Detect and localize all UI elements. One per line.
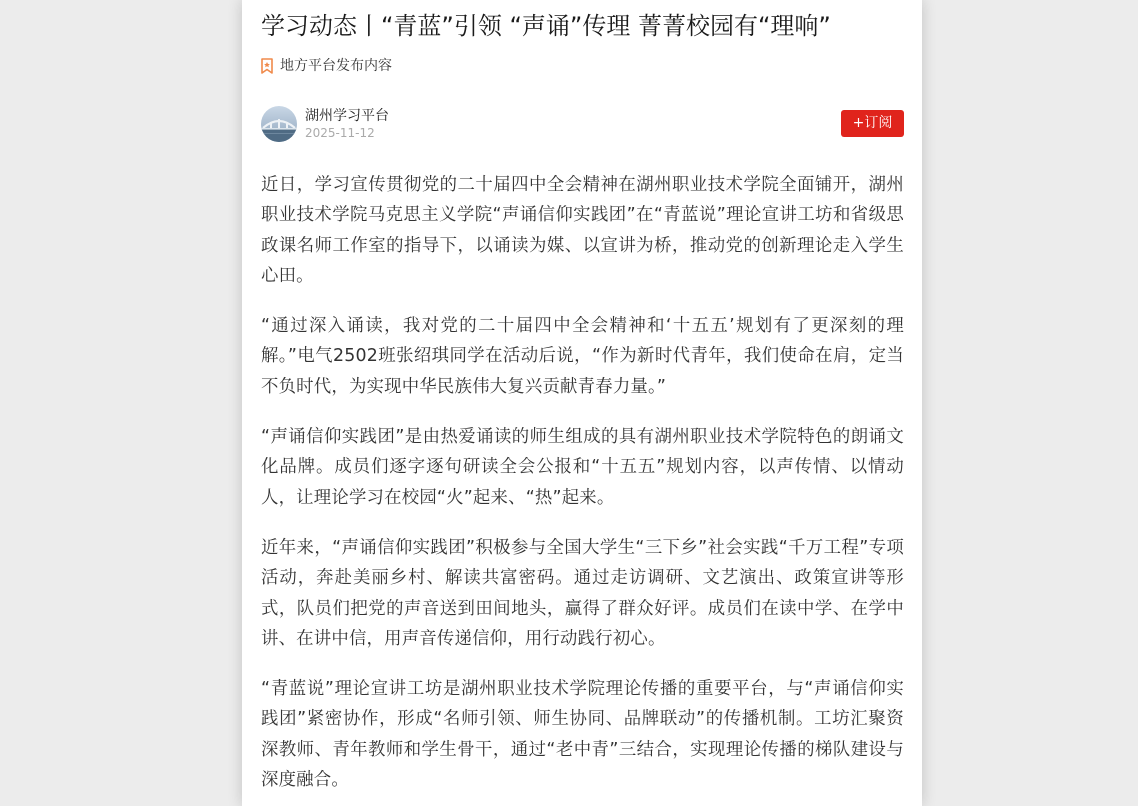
article-title: 学习动态丨“青蓝”引领 “声诵”传理 菁菁校园有“理响” [261,12,831,40]
author-avatar[interactable] [261,106,297,142]
author-row [261,104,904,144]
article-paragraph: “声诵信仰实践团”是由热爱诵读的师生组成的具有湖州职业技术学院特色的朗诵文化品牌。成员们逐字逐句研读全会公报和“十五五”规划内容，以声传情、以情动人，让理论学习在校园“火”起来、“热”起来。 [261,427,904,508]
publish-date: 2025-11-12 [305,126,375,140]
source-tag-label: 地方平台发布内容 [280,58,392,74]
author-name[interactable]: 湖州学习平台 [305,108,389,124]
article-paragraph: 近日，学习宣传贯彻党的二十届四中全会精神在湖州职业技术学院全面铺开，湖州职业技术学院马克思主义学院“声诵信仰实践团”在“青蓝说”理论宣讲工坊和省级思政课名师工作室的指导下，以诵读为媒、以宣讲为桥，推动党的创新理论走入学生心田。 [261,175,904,286]
source-tag [261,56,392,76]
article-paragraph: “青蓝说”理论宣讲工坊是湖州职业技术学院理论传播的重要平台，与“声诵信仰实践团”紧密协作，形成“名师引领、师生协同、品牌联动”的传播机制。工坊汇聚资深教师、青年教师和学生骨干，通过“老中青”三结合，实现理论传播的梯队建设与深度融合。 [261,679,904,791]
article-page [242,0,922,806]
article-paragraph: “通过深入诵读，我对党的二十届四中全会精神和‘十五五’规划有了更深刻的理解。”电气2502班张绍琪同学在活动后说，“作为新时代青年，我们使命在肩，定当不负时代，为实现中华民族伟大复兴贡献青春力量。” [261,316,904,397]
subscribe-button[interactable]: +订阅 [841,110,904,137]
ribbon-badge-icon [261,58,273,74]
article-paragraph: 近年来，“声诵信仰实践团”积极参与全国大学生“三下乡”社会实践“千万工程”专项活动，奔赴美丽乡村、解读共富密码。通过走访调研、文艺演出、政策宣讲等形式，队员们把党的声音送到田间地头，赢得了群众好评。成员们在读中学、在学中讲、在讲中信，用声音传递信仰，用行动践行初心。 [261,537,904,649]
article-body [261,170,904,806]
